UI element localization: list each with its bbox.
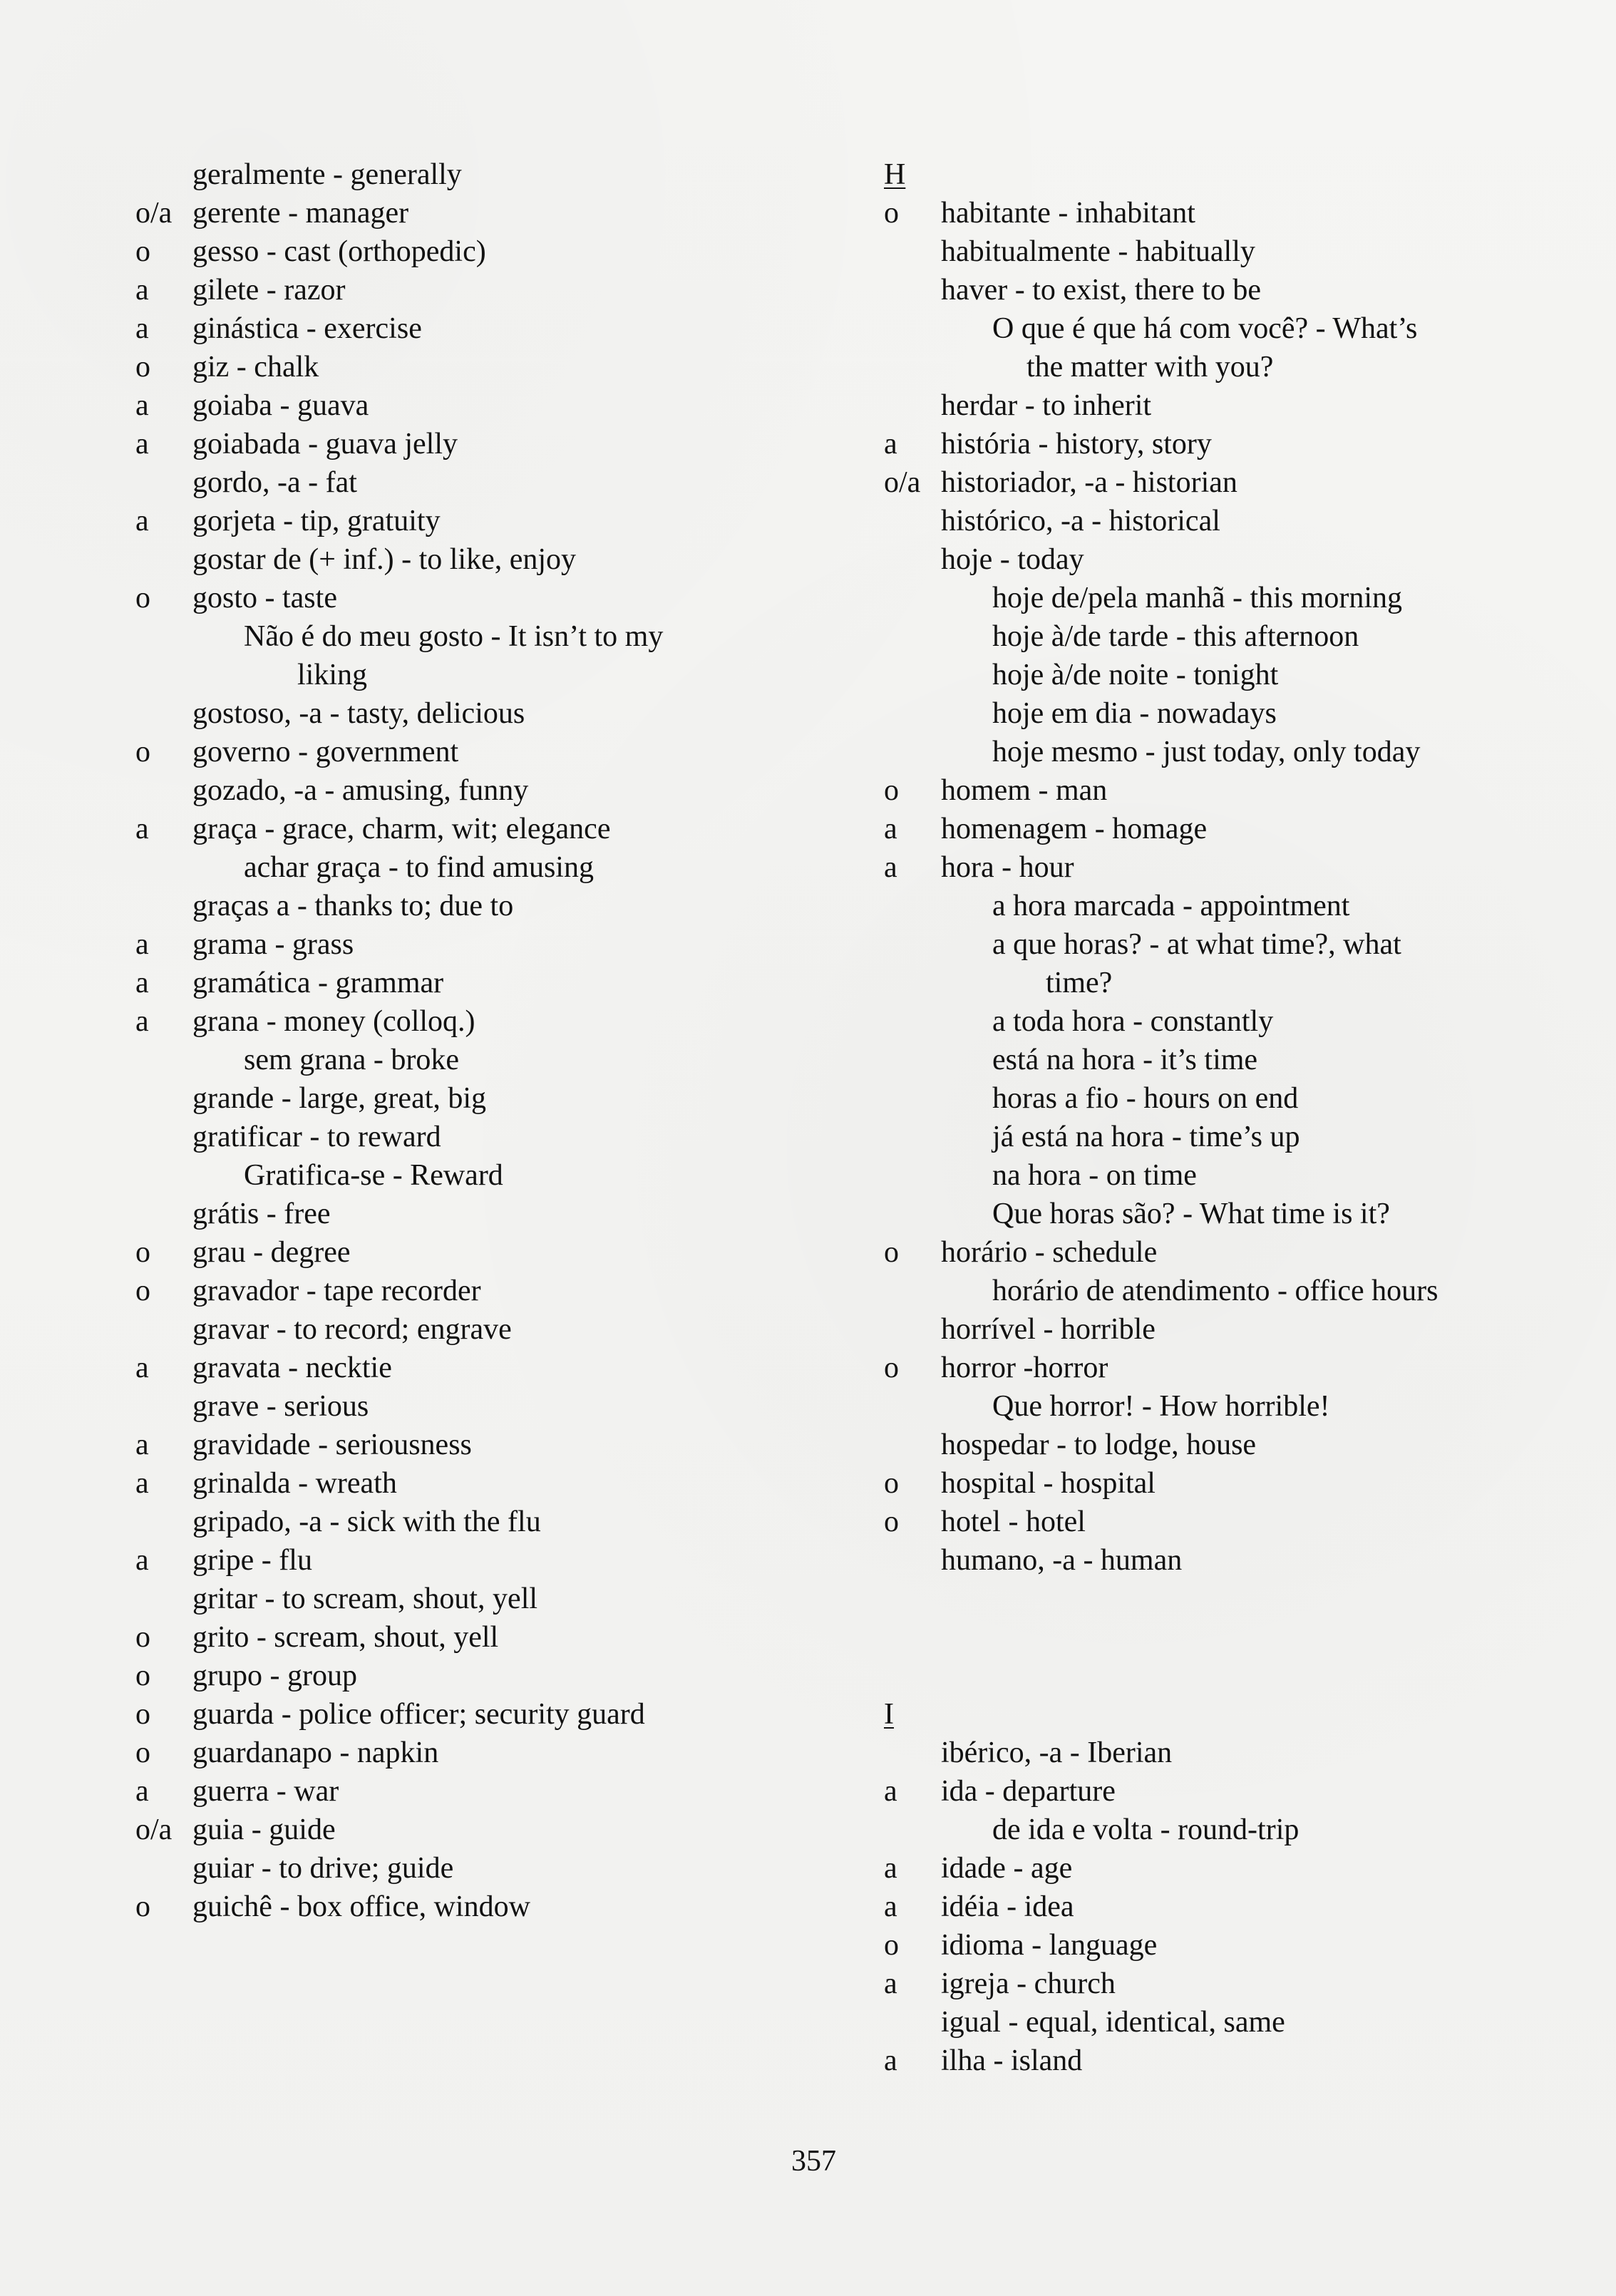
entry-text: goiabada - guava jelly xyxy=(192,428,458,460)
entry-text: gorjeta - tip, gratuity xyxy=(192,505,441,537)
dictionary-entry xyxy=(884,463,1525,502)
article-label: a xyxy=(135,1544,149,1577)
article-label: a xyxy=(884,2044,897,2077)
dictionary-entry xyxy=(135,1195,834,1233)
entry-text: a toda hora - constantly xyxy=(992,1005,1274,1038)
dictionary-entry xyxy=(884,348,1525,386)
entry-text: hoje - today xyxy=(941,543,1084,576)
section-letter: I xyxy=(884,1698,894,1731)
dictionary-entry xyxy=(884,194,1525,232)
article-label: o xyxy=(884,1352,899,1384)
entry-text: guardanapo - napkin xyxy=(192,1736,439,1769)
entry-text: humano, -a - human xyxy=(941,1544,1183,1577)
dictionary-entry xyxy=(884,1503,1525,1541)
entry-text: idioma - language xyxy=(941,1929,1158,1962)
entry-text: gravidade - seriousness xyxy=(192,1428,472,1461)
dictionary-entry xyxy=(884,810,1525,848)
dictionary-entry xyxy=(135,232,834,271)
entry-text: horário de atendimento - office hours xyxy=(992,1275,1439,1307)
entry-text: gritar - to scream, shout, yell xyxy=(192,1582,538,1615)
entry-text: de ida e volta - round-trip xyxy=(992,1813,1300,1846)
article-label: a xyxy=(884,1852,897,1885)
dictionary-entry xyxy=(884,1965,1525,2003)
spacer-row xyxy=(884,1580,1525,1618)
dictionary-entry xyxy=(884,1734,1525,1772)
dictionary-entry xyxy=(135,617,834,656)
spacer-row xyxy=(884,1618,1525,1657)
entry-text: gramática - grammar xyxy=(192,967,444,999)
article-label: a xyxy=(884,1967,897,2000)
entry-text: história - history, story xyxy=(941,428,1212,460)
section-heading xyxy=(884,1695,1525,1734)
dictionary-entry xyxy=(884,2042,1525,2080)
dictionary-entry xyxy=(135,1541,834,1580)
entry-text: igreja - church xyxy=(941,1967,1116,2000)
entry-text: está na hora - it’s time xyxy=(992,1044,1258,1076)
article-label: a xyxy=(135,1467,149,1500)
article-label: o/a xyxy=(884,466,921,499)
entry-text: geralmente - generally xyxy=(192,158,462,191)
entry-text: guia - guide xyxy=(192,1813,336,1846)
entry-text: ginástica - exercise xyxy=(192,312,422,345)
entry-text: guiar - to drive; guide xyxy=(192,1852,454,1885)
dictionary-entry xyxy=(884,733,1525,771)
dictionary-entry xyxy=(884,1387,1525,1426)
entry-text: grito - scream, shout, yell xyxy=(192,1621,499,1654)
dictionary-entry xyxy=(884,502,1525,540)
entry-text: histórico, -a - historical xyxy=(941,505,1220,537)
entry-text: the matter with you? xyxy=(1026,351,1274,383)
dictionary-entry xyxy=(135,1464,834,1503)
entry-text: gravar - to record; engrave xyxy=(192,1313,512,1346)
entry-text: grau - degree xyxy=(192,1236,351,1269)
entry-text: historiador, -a - historian xyxy=(941,466,1237,499)
entry-text: grave - serious xyxy=(192,1390,369,1423)
entry-text: a que horas? - at what time?, what xyxy=(992,928,1401,961)
article-label: a xyxy=(884,1890,897,1923)
article-label: o xyxy=(135,1621,150,1654)
entry-text: grátis - free xyxy=(192,1198,331,1230)
article-label: o xyxy=(135,1275,150,1307)
dictionary-entry xyxy=(884,1849,1525,1888)
dictionary-entry xyxy=(135,656,834,694)
dictionary-entry xyxy=(135,1349,834,1387)
dictionary-entry xyxy=(884,386,1525,425)
entry-text: hoje de/pela manhã - this morning xyxy=(992,582,1403,614)
article-label: a xyxy=(135,274,149,307)
article-label: o xyxy=(884,774,899,807)
dictionary-entry xyxy=(135,1888,834,1926)
dictionary-entry xyxy=(884,1541,1525,1580)
article-label: a xyxy=(884,813,897,845)
article-label: o xyxy=(135,582,150,614)
article-label: a xyxy=(135,312,149,345)
dictionary-entry xyxy=(884,656,1525,694)
article-label: o xyxy=(884,1505,899,1538)
dictionary-entry xyxy=(135,1310,834,1349)
dictionary-entry xyxy=(135,1695,834,1734)
entry-text: gravador - tape recorder xyxy=(192,1275,481,1307)
entry-text: na hora - on time xyxy=(992,1159,1197,1192)
entry-text: gripado, -a - sick with the flu xyxy=(192,1505,541,1538)
entry-text: a hora marcada - appointment xyxy=(992,890,1350,922)
dictionary-entry xyxy=(884,1156,1525,1195)
dictionary-entry xyxy=(884,2003,1525,2042)
entry-text: guichê - box office, window xyxy=(192,1890,530,1923)
dictionary-entry xyxy=(884,1041,1525,1079)
dictionary-entry xyxy=(884,1272,1525,1310)
dictionary-entry xyxy=(884,1195,1525,1233)
entry-text: ibérico, -a - Iberian xyxy=(941,1736,1173,1769)
entry-text: idade - age xyxy=(941,1852,1073,1885)
dictionary-entry xyxy=(135,848,834,887)
dictionary-entry xyxy=(135,1156,834,1195)
entry-text: Que horror! - How horrible! xyxy=(992,1390,1330,1423)
article-label: a xyxy=(135,928,149,961)
entry-text: gordo, -a - fat xyxy=(192,466,357,499)
dictionary-entry xyxy=(884,1888,1525,1926)
article-label: a xyxy=(135,505,149,537)
dictionary-entry xyxy=(135,540,834,579)
dictionary-entry xyxy=(884,887,1525,925)
dictionary-entry xyxy=(135,1272,834,1310)
article-label: a xyxy=(135,389,149,422)
entry-text: hospedar - to lodge, house xyxy=(941,1428,1257,1461)
spacer-row xyxy=(884,1657,1525,1695)
dictionary-entry xyxy=(135,1002,834,1041)
article-label: a xyxy=(135,1005,149,1038)
entry-text: liking xyxy=(297,659,368,691)
entry-text: hospital - hospital xyxy=(941,1467,1156,1500)
entry-text: hora - hour xyxy=(941,851,1074,884)
dictionary-entry xyxy=(135,579,834,617)
dictionary-entry xyxy=(135,1233,834,1272)
dictionary-entry xyxy=(884,925,1525,964)
entry-text: gripe - flu xyxy=(192,1544,312,1577)
dictionary-entry xyxy=(884,617,1525,656)
dictionary-entry xyxy=(135,887,834,925)
article-label: o xyxy=(135,1659,150,1692)
dictionary-entry xyxy=(135,810,834,848)
article-label: o xyxy=(884,1236,899,1269)
entry-text: hotel - hotel xyxy=(941,1505,1086,1538)
article-label: o xyxy=(135,1890,150,1923)
entry-text: hoje à/de tarde - this afternoon xyxy=(992,620,1359,653)
dictionary-entry xyxy=(884,1811,1525,1849)
entry-text: homenagem - homage xyxy=(941,813,1208,845)
dictionary-entry xyxy=(884,964,1525,1002)
dictionary-entry xyxy=(135,309,834,348)
entry-text: grinalda - wreath xyxy=(192,1467,397,1500)
dictionary-entry xyxy=(135,1618,834,1657)
entry-text: guerra - war xyxy=(192,1775,339,1808)
dictionary-entry xyxy=(135,1772,834,1811)
dictionary-entry xyxy=(884,1772,1525,1811)
entry-text: gratificar - to reward xyxy=(192,1121,441,1153)
dictionary-entry xyxy=(135,1079,834,1118)
entry-text: governo - government xyxy=(192,736,459,768)
dictionary-entry xyxy=(135,1387,834,1426)
dictionary-entry xyxy=(135,694,834,733)
dictionary-entry xyxy=(884,309,1525,348)
entry-text: Não é do meu gosto - It isn’t to my xyxy=(244,620,664,653)
dictionary-entry xyxy=(884,232,1525,271)
dictionary-entry xyxy=(884,425,1525,463)
dictionary-entry xyxy=(135,1503,834,1541)
dictionary-entry xyxy=(135,463,834,502)
dictionary-entry xyxy=(884,1118,1525,1156)
article-label: o xyxy=(135,1236,150,1269)
dictionary-entry xyxy=(135,1657,834,1695)
entry-text: grana - money (colloq.) xyxy=(192,1005,475,1038)
entry-text: habitualmente - habitually xyxy=(941,235,1255,268)
dictionary-entry xyxy=(884,1310,1525,1349)
dictionary-entry xyxy=(135,425,834,463)
entry-text: sem grana - broke xyxy=(244,1044,460,1076)
entry-text: gilete - razor xyxy=(192,274,346,307)
entry-text: horror -horror xyxy=(941,1352,1108,1384)
dictionary-entry xyxy=(135,1118,834,1156)
dictionary-entry xyxy=(884,1079,1525,1118)
article-label: a xyxy=(135,1352,149,1384)
dictionary-entry xyxy=(884,1233,1525,1272)
dictionary-entry xyxy=(135,1580,834,1618)
entry-text: guarda - police officer; security guard xyxy=(192,1698,645,1731)
section-letter: H xyxy=(884,158,906,191)
entry-text: gerente - manager xyxy=(192,197,409,230)
entry-text: grama - grass xyxy=(192,928,354,961)
entry-text: hoje mesmo - just today, only today xyxy=(992,736,1421,768)
section-heading xyxy=(884,155,1525,194)
entry-text: achar graça - to find amusing xyxy=(244,851,594,884)
article-label: o xyxy=(884,197,899,230)
entry-text: horrível - horrible xyxy=(941,1313,1156,1346)
dictionary-entry xyxy=(884,271,1525,309)
entry-text: O que é que há com você? - What’s xyxy=(992,312,1418,345)
entry-text: homem - man xyxy=(941,774,1108,807)
dictionary-entry xyxy=(135,1734,834,1772)
dictionary-entry xyxy=(884,540,1525,579)
dictionary-entry xyxy=(135,1811,834,1849)
dictionary-entry xyxy=(884,1426,1525,1464)
entry-text: ida - departure xyxy=(941,1775,1116,1808)
article-label: a xyxy=(135,428,149,460)
dictionary-entry xyxy=(135,1849,834,1888)
dictionary-entry xyxy=(884,848,1525,887)
article-label: a xyxy=(135,813,149,845)
dictionary-entry xyxy=(884,579,1525,617)
entry-text: idéia - idea xyxy=(941,1890,1074,1923)
entry-text: Que horas são? - What time is it? xyxy=(992,1198,1390,1230)
entry-text: goiaba - guava xyxy=(192,389,369,422)
entry-text: gravata - necktie xyxy=(192,1352,392,1384)
article-label: a xyxy=(884,851,897,884)
article-label: a xyxy=(884,1775,897,1808)
entry-text: hoje à/de noite - tonight xyxy=(992,659,1279,691)
dictionary-entry xyxy=(135,348,834,386)
article-label: o xyxy=(135,736,150,768)
dictionary-entry xyxy=(135,155,834,194)
dictionary-entry xyxy=(135,925,834,964)
entry-text: ilha - island xyxy=(941,2044,1083,2077)
entry-text: gostoso, -a - tasty, delicious xyxy=(192,697,525,730)
entry-text: igual - equal, identical, same xyxy=(941,2006,1285,2039)
dictionary-entry xyxy=(135,386,834,425)
entry-text: time? xyxy=(1046,967,1113,999)
entry-text: gozado, -a - amusing, funny xyxy=(192,774,529,807)
article-label: o/a xyxy=(135,197,173,230)
article-label: o xyxy=(884,1467,899,1500)
dictionary-entry xyxy=(884,694,1525,733)
dictionary-entry xyxy=(135,194,834,232)
entry-text: habitante - inhabitant xyxy=(941,197,1195,230)
dictionary-entry xyxy=(884,1349,1525,1387)
article-label: o xyxy=(135,351,150,383)
entry-text: haver - to exist, there to be xyxy=(941,274,1261,307)
left-column xyxy=(135,155,834,1926)
article-label: a xyxy=(135,1428,149,1461)
entry-text: herdar - to inherit xyxy=(941,389,1152,422)
dictionary-entry xyxy=(135,964,834,1002)
entry-text: horas a fio - hours on end xyxy=(992,1082,1299,1115)
article-label: a xyxy=(135,967,149,999)
article-label: a xyxy=(884,428,897,460)
article-label: o xyxy=(135,235,150,268)
entry-text: gostar de (+ inf.) - to like, enjoy xyxy=(192,543,577,576)
right-column xyxy=(884,155,1525,2080)
entry-text: grupo - group xyxy=(192,1659,357,1692)
entry-text: graças a - thanks to; due to xyxy=(192,890,514,922)
entry-text: gosto - taste xyxy=(192,582,337,614)
entry-text: Gratifica-se - Reward xyxy=(244,1159,503,1192)
entry-text: gesso - cast (orthopedic) xyxy=(192,235,486,268)
entry-text: hoje em dia - nowadays xyxy=(992,697,1277,730)
article-label: o xyxy=(884,1929,899,1962)
article-label: o xyxy=(135,1736,150,1769)
dictionary-entry xyxy=(884,1464,1525,1503)
article-label: o xyxy=(135,1698,150,1731)
article-label: a xyxy=(135,1775,149,1808)
entry-text: graça - grace, charm, wit; elegance xyxy=(192,813,611,845)
dictionary-entry xyxy=(135,502,834,540)
entry-text: grande - large, great, big xyxy=(192,1082,487,1115)
article-label: o/a xyxy=(135,1813,173,1846)
page-number: 357 xyxy=(791,2145,836,2178)
dictionary-entry xyxy=(884,771,1525,810)
entry-text: já está na hora - time’s up xyxy=(992,1121,1300,1153)
entry-text: giz - chalk xyxy=(192,351,319,383)
dictionary-entry xyxy=(135,771,834,810)
dictionary-entry xyxy=(135,271,834,309)
dictionary-entry xyxy=(135,733,834,771)
dictionary-entry xyxy=(135,1041,834,1079)
dictionary-entry xyxy=(884,1002,1525,1041)
dictionary-entry xyxy=(135,1426,834,1464)
entry-text: horário - schedule xyxy=(941,1236,1158,1269)
dictionary-entry xyxy=(884,1926,1525,1965)
